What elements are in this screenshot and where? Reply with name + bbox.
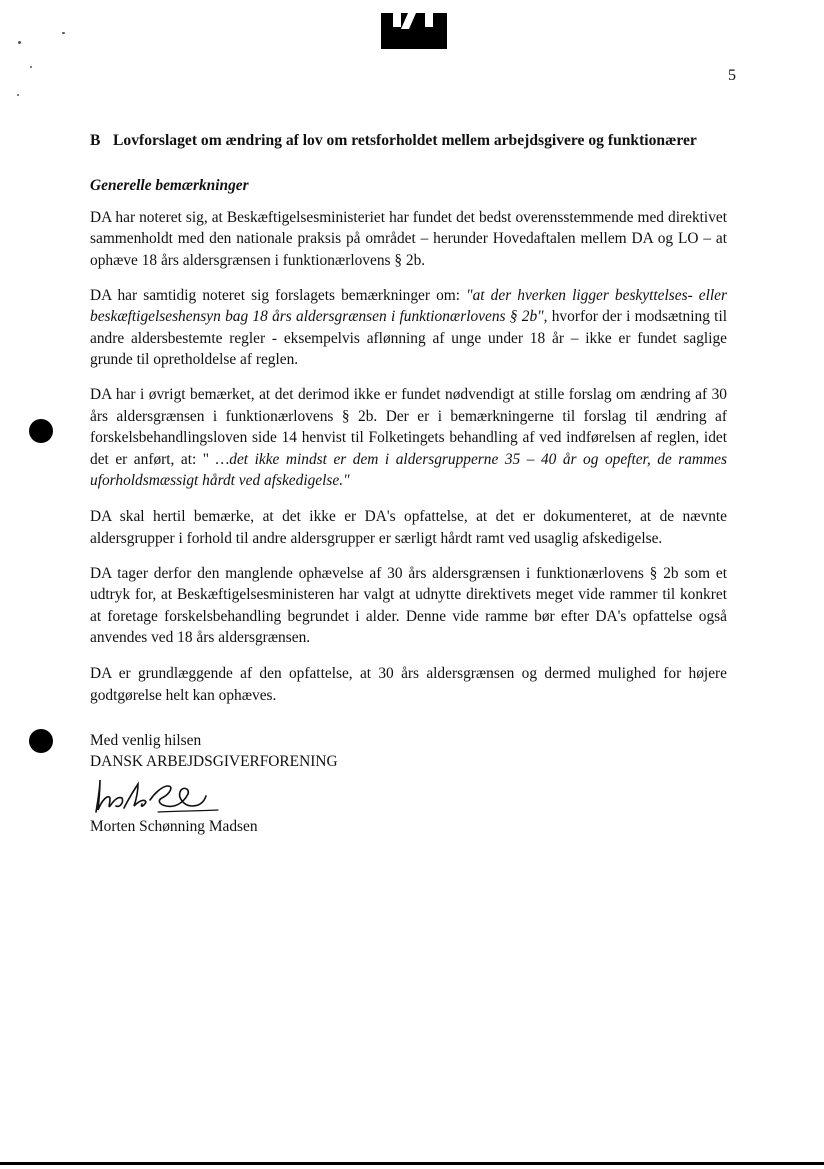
paragraph: DA er grundlæggende af den opfattelse, at 30 års aldersgrænsen og dermed mulighed for højere godtgørelse helt kan ophæves. xyxy=(90,665,727,704)
paragraph: DA skal hertil bemærke, at det ikke er DA's opfattelse, at det er dokumenteret, at de nævnte aldersgrupper i forhold til andre aldersgrupper er særligt hårdt ramt ved usaglig afskedigelse. xyxy=(90,508,727,547)
paragraph: DA har noteret sig, at Beskæftigelsesministeriet har fundet det bedst overensstemmende med direktivet sammenholdt med den nationale praksis på området – herunder Hovedaftalen mellem DA og LO – at ophæve 18 års aldersgrænsen i funktionærlovens § 2b. xyxy=(90,208,727,269)
scan-speck xyxy=(18,41,21,44)
closing-block xyxy=(90,730,727,837)
organization-name: DANSK ARBEJDSGIVERFORENING xyxy=(90,753,338,770)
letter-body xyxy=(90,130,727,837)
punch-hole-icon xyxy=(29,419,53,443)
punch-hole-icon xyxy=(29,729,53,753)
section-heading xyxy=(90,130,727,152)
subheading: Generelle bemærkninger xyxy=(90,177,249,194)
scan-speck xyxy=(17,94,19,96)
section-title: Lovforslaget om ændring af lov om retsforholdet mellem arbejdsgivere og funktionærer xyxy=(113,132,697,149)
paragraph: DA tager derfor den manglende ophævelse af 30 års aldersgrænsen i funktionærlovens § 2b som et udtryk for, at Beskæftigelsesministeren har valgt at udnytte direktivets meget vide rammer til konkret at foretage forskelsbehandling begrundet i alder. Denne vide ramme bør efter DA's opfattelse også anvendes ved 18 års aldersgrænsen. xyxy=(90,564,727,646)
quoted-text: …det ikke mindst er dem i aldersgrupperne 35 – 40 år og opefter, de rammes uforholdsmæssigt hårdt ved afskedigelse." xyxy=(90,450,727,489)
paragraph: DA har i øvrigt bemærket, at det derimod ikke er fundet nødvendigt at stille forslag om ændring af 30 års aldersgrænsen i funktionærlovens § 2b. Der er i bemærkningerne til forslag til ændring af forskelsbehandlingsloven side 14 henvist til Folketingets behandling af ved indførelsen af reglen, idet det er anført, at: " …det ikke mindst er dem i aldersgrupperne 35 – 40 år og opefter, de rammes uforholdsmæssigt hårdt ved afskedigelse." xyxy=(90,386,727,489)
da-logo-icon xyxy=(381,13,447,49)
scan-speck xyxy=(62,32,65,34)
greeting: Med venlig hilsen xyxy=(90,732,202,749)
page-number: 5 xyxy=(728,67,736,84)
paragraph: DA har samtidig noteret sig forslagets bemærkninger om: "at der hverken ligger beskyttelses- eller beskæftigelseshensyn bag 18 års aldersgrænsen i funktionærlovens § 2b", hvorfor der i modsætning til andre aldersbestemte regler - eksempelvis aflønning af unge under 18 år – ikke er fundet saglige grunde til opretholdelse af reglen. xyxy=(90,286,727,368)
quoted-text: "at der hverken ligger beskyttelses- eller beskæftigelseshensyn bag 18 års aldersgrænsen i funktionærlovens § 2b" xyxy=(90,286,727,325)
handwritten-signature-icon xyxy=(90,780,727,816)
scan-speck xyxy=(30,66,32,68)
signer-name: Morten Schønning Madsen xyxy=(90,818,258,835)
section-letter: B xyxy=(90,132,101,149)
scan-edge-line xyxy=(0,1162,824,1165)
